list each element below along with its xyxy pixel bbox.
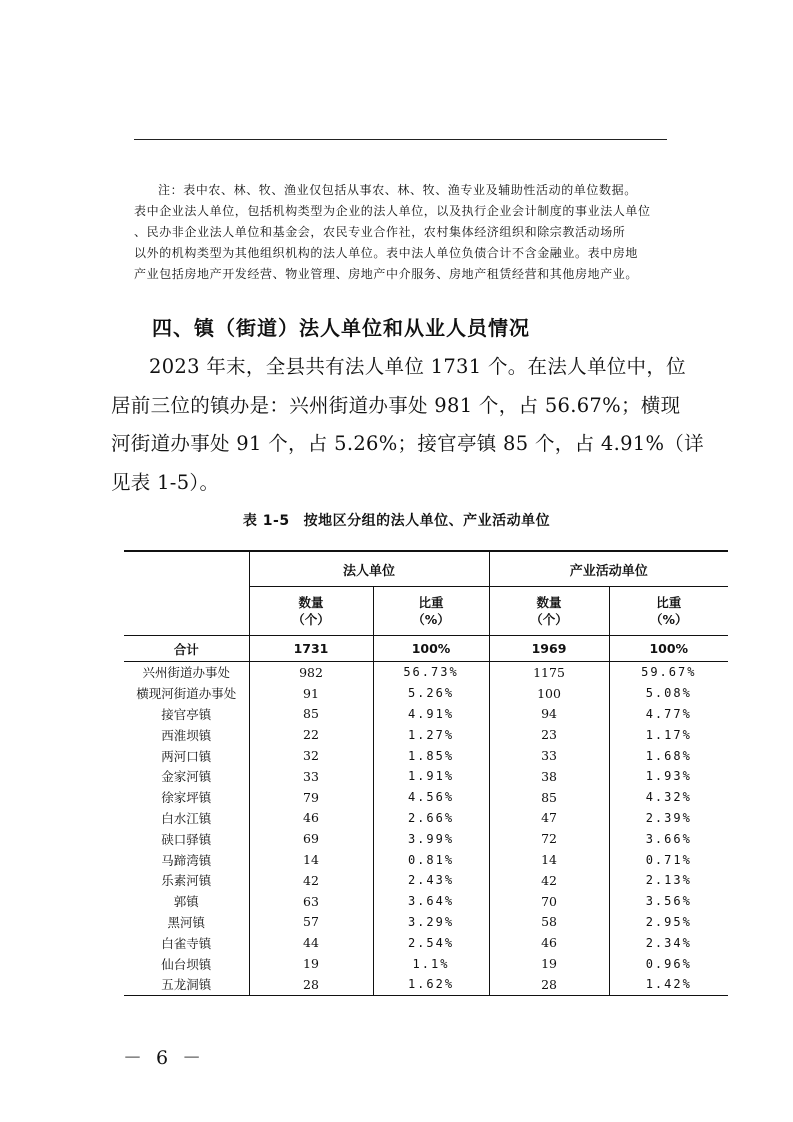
region-name: 徐家坪镇 [161, 790, 212, 806]
region-name: 仙台坝镇 [161, 956, 212, 972]
region-name: 合计 [124, 636, 249, 662]
region-name: 乐素河镇 [161, 873, 212, 889]
region-units-table [124, 550, 728, 996]
count-unit: （个） [530, 612, 568, 627]
count-unit: （个） [292, 612, 330, 627]
table-note [134, 180, 674, 285]
legal-count: 46 [249, 808, 373, 829]
region-name: 两河口镇 [161, 748, 212, 764]
legal-share: 100% [373, 636, 489, 662]
legal-share-header [373, 587, 489, 636]
table-row [124, 683, 728, 704]
table-body [124, 636, 728, 996]
activity-share: 0.96% [609, 953, 728, 974]
share-label: 比重 [656, 595, 682, 610]
header-rule [134, 139, 667, 140]
activity-share: 1.42% [609, 974, 728, 995]
activity-count: 70 [489, 891, 609, 912]
legal-share: 2.54% [373, 932, 489, 953]
table-row [124, 932, 728, 953]
table-row [124, 766, 728, 787]
activity-count-header [489, 587, 609, 636]
note-line: 注：表中农、林、牧、渔业仅包括从事农、林、牧、渔专业及辅助性活动的单位数据。 [158, 183, 637, 197]
page-number: － 6 － [123, 1047, 206, 1069]
activity-count: 100 [489, 683, 609, 704]
legal-count: 28 [249, 974, 373, 995]
legal-count: 63 [249, 891, 373, 912]
activity-count: 14 [489, 849, 609, 870]
legal-count: 85 [249, 704, 373, 725]
count-label: 数量 [536, 595, 562, 610]
region-header-cell [124, 551, 249, 587]
note-line: 、民办非企业法人单位和基金会，农民专业合作社，农村集体经济组织和除宗教活动场所 [134, 225, 626, 239]
legal-count: 91 [249, 683, 373, 704]
legal-count: 42 [249, 870, 373, 891]
table-caption-title: 按地区分组的法人单位、产业活动单位 [303, 513, 551, 529]
activity-count: 19 [489, 953, 609, 974]
region-name: 五龙洞镇 [124, 974, 249, 995]
activity-units-header: 产业活动单位 [489, 551, 728, 587]
legal-count: 22 [249, 724, 373, 745]
legal-share: 1.62% [373, 974, 489, 995]
activity-share: 0.71% [609, 849, 728, 870]
paragraph-line: 见表 1-5）。 [111, 470, 220, 494]
legal-share: 5.26% [373, 683, 489, 704]
activity-share: 1.17% [609, 724, 728, 745]
legal-share: 3.99% [373, 828, 489, 849]
legal-count: 79 [249, 787, 373, 808]
legal-share: 1.91% [373, 766, 489, 787]
activity-count: 47 [489, 808, 609, 829]
table-row [124, 704, 728, 725]
activity-count: 1175 [489, 662, 609, 683]
table-total-row [124, 636, 728, 662]
region-name: 白水江镇 [161, 810, 212, 826]
legal-count: 32 [249, 745, 373, 766]
body-paragraph [111, 348, 704, 502]
table-row [124, 849, 728, 870]
table-row [124, 912, 728, 933]
table-row [124, 745, 728, 766]
legal-count-header [249, 587, 373, 636]
section-heading: 四、镇（街道）法人单位和从业人员情况 [152, 316, 530, 340]
activity-share: 2.13% [609, 870, 728, 891]
region-name: 马蹄湾镇 [161, 852, 212, 868]
activity-count: 1969 [489, 636, 609, 662]
note-line: 以外的机构类型为其他组织机构的法人单位。表中法人单位负债合计不含金融业。表中房地 [134, 246, 639, 260]
activity-share: 4.32% [609, 787, 728, 808]
paragraph-line: 河街道办事处 91 个，占 5.26%；接官亭镇 85 个，占 4.91%（详 [111, 432, 704, 455]
table-row [124, 974, 728, 995]
activity-share: 100% [609, 636, 728, 662]
activity-share: 3.56% [609, 891, 728, 912]
activity-count: 38 [489, 766, 609, 787]
legal-count: 33 [249, 766, 373, 787]
legal-share: 2.66% [373, 808, 489, 829]
table-row [124, 724, 728, 745]
activity-share: 3.66% [609, 828, 728, 849]
table-row [124, 891, 728, 912]
region-name: 接官亭镇 [161, 706, 212, 722]
activity-count: 85 [489, 787, 609, 808]
share-unit: （%） [412, 612, 450, 627]
activity-count: 72 [489, 828, 609, 849]
table-row [124, 662, 728, 683]
activity-share: 2.34% [609, 932, 728, 953]
table-caption [0, 510, 793, 530]
activity-share: 2.39% [609, 808, 728, 829]
legal-count: 19 [249, 953, 373, 974]
legal-count: 14 [249, 849, 373, 870]
region-header-blank [124, 587, 249, 636]
legal-share: 1.1% [373, 953, 489, 974]
legal-share: 4.56% [373, 787, 489, 808]
legal-count: 1731 [249, 636, 373, 662]
activity-share: 1.93% [609, 766, 728, 787]
paragraph-line: 2023 年末，全县共有法人单位 1731 个。在法人单位中，位 [149, 355, 686, 378]
activity-share: 1.68% [609, 745, 728, 766]
region-name: 金家河镇 [161, 769, 212, 785]
activity-count: 46 [489, 932, 609, 953]
region-name: 兴州街道办事处 [142, 665, 230, 681]
region-name: 西淮坝镇 [161, 727, 212, 743]
activity-share: 5.08% [609, 683, 728, 704]
region-name: 横现河街道办事处 [136, 686, 237, 702]
activity-share: 4.77% [609, 704, 728, 725]
legal-count: 982 [249, 662, 373, 683]
note-line: 表中企业法人单位，包括机构类型为企业的法人单位，以及执行企业会计制度的事业法人单位 [134, 204, 651, 218]
table-row [124, 828, 728, 849]
share-unit: （%） [650, 612, 688, 627]
activity-share: 59.67% [609, 662, 728, 683]
table-caption-number: 表 1-5 [242, 513, 290, 529]
legal-count: 57 [249, 912, 373, 933]
activity-count: 42 [489, 870, 609, 891]
legal-share: 1.27% [373, 724, 489, 745]
legal-share: 2.43% [373, 870, 489, 891]
table-row [124, 787, 728, 808]
region-name: 硖口驿镇 [161, 831, 212, 847]
region-name: 白雀寺镇 [161, 935, 212, 951]
count-label: 数量 [298, 595, 324, 610]
legal-share: 0.81% [373, 849, 489, 870]
legal-count: 44 [249, 932, 373, 953]
legal-share: 3.64% [373, 891, 489, 912]
legal-share: 3.29% [373, 912, 489, 933]
table-sub-header-row [124, 587, 728, 636]
activity-share: 2.95% [609, 912, 728, 933]
legal-count: 69 [249, 828, 373, 849]
legal-share: 4.91% [373, 704, 489, 725]
table-row [124, 808, 728, 829]
paragraph-line: 居前三位的镇办是：兴州街道办事处 981 个，占 56.67%；横现 [111, 393, 681, 417]
activity-count: 94 [489, 704, 609, 725]
table-row [124, 953, 728, 974]
note-line: 产业包括房地产开发经营、物业管理、房地产中介服务、房地产租赁经营和其他房地产业。 [134, 267, 639, 281]
legal-share: 1.85% [373, 745, 489, 766]
table-row [124, 870, 728, 891]
share-label: 比重 [418, 595, 444, 610]
legal-units-header: 法人单位 [249, 551, 489, 587]
activity-count: 33 [489, 745, 609, 766]
activity-count: 28 [489, 974, 609, 995]
table-group-header-row [124, 551, 728, 587]
activity-count: 23 [489, 724, 609, 745]
activity-count: 58 [489, 912, 609, 933]
region-name: 郭镇 [173, 894, 199, 910]
region-name: 黑河镇 [167, 914, 205, 930]
activity-share-header [609, 587, 728, 636]
legal-share: 56.73% [373, 662, 489, 683]
